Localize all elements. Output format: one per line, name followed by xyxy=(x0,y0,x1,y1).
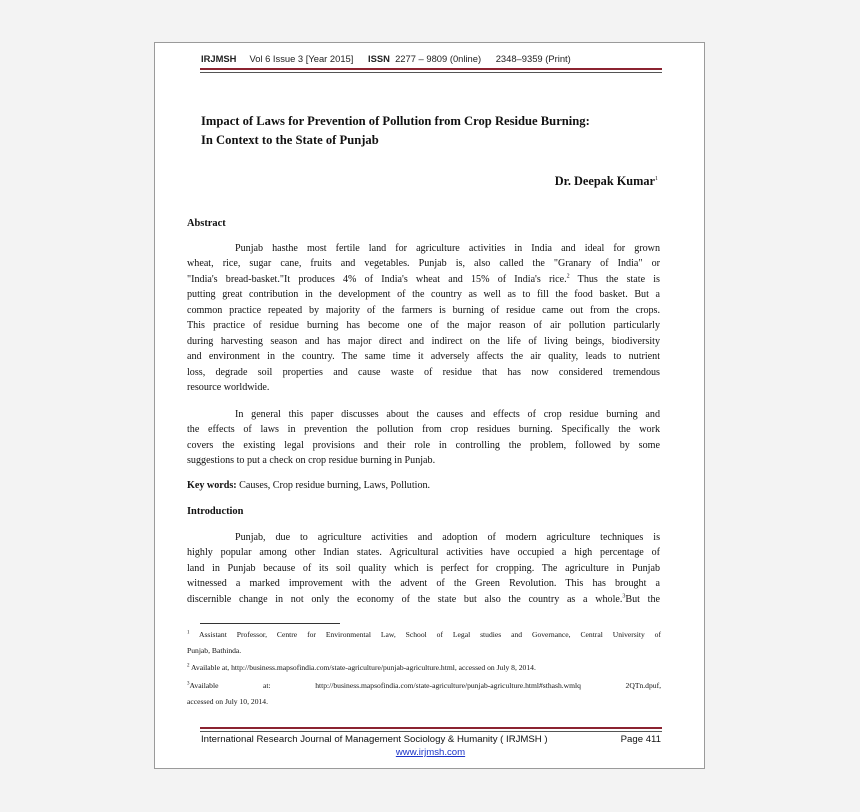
text-line xyxy=(187,592,660,607)
text-fragment: "India's bread-basket."It produces 4% of India's wheat and 15% of India's rice. xyxy=(187,273,567,285)
text-line: Punjab hasthe most fertile land for agriculture activities in India and ideal for grown xyxy=(235,243,660,254)
footnote-number: 1 xyxy=(187,630,190,636)
title-line-1: Impact of Laws for Prevention of Pollution from Crop Residue Burning: xyxy=(201,114,590,128)
text-line: In general this paper discusses about the causes and effects of crop residue burning and xyxy=(235,409,660,420)
text-line: Punjab, due to agriculture activities and adoption of modern agriculture techniques is xyxy=(235,532,660,543)
text-fragment: discernible change in not only the economy of the state but also the country as a whole. xyxy=(187,593,623,605)
keywords-text: Causes, Crop residue burning, Laws, Pollution. xyxy=(236,480,431,491)
footnote-text: Available at, http://business.mapsofindia.com/state-agriculture/punjab-agriculture.html, accessed on July 8, 2014. xyxy=(189,663,536,672)
abstract-heading: Abstract xyxy=(187,218,226,229)
title-line-2: In Context to the State of Punjab xyxy=(201,133,379,147)
keywords-label: Key words: xyxy=(187,480,237,491)
text-line: highly popular among other Indian states. Agricultural activities have occupied a high percentage of xyxy=(187,547,660,559)
text-line: during harvesting season and has major direct and indirect on the life of living beings, biodiversity xyxy=(187,335,660,347)
text-line xyxy=(187,272,660,287)
volume-info: Vol 6 Issue 3 [Year 2015] xyxy=(249,53,354,64)
footnote-text: accessed on July 10, 2014. xyxy=(187,697,268,706)
abstract-paragraph-2 xyxy=(187,407,660,469)
issn-print: 2348–9359 (Print) xyxy=(495,53,571,64)
author-name xyxy=(555,174,658,189)
running-header xyxy=(201,53,661,64)
text-line: putting great contribution in the development of the country as well as to fill the food basket. But a xyxy=(187,289,660,301)
abstract-paragraph-1 xyxy=(187,241,660,395)
document-page xyxy=(154,42,705,769)
page-number: Page 411 xyxy=(620,734,661,745)
footnote-text: Assistant Professor, Centre for Environmental Law, School of Legal studies and Governance, Central University of xyxy=(189,630,661,639)
text-line: wheat, rice, sugar cane, fruits and vegetables. Punjab is, also called the "Granary of India" or xyxy=(187,258,660,270)
article-title xyxy=(201,112,671,150)
text-line: suggestions to put a check on crop residue burning in Punjab. xyxy=(187,455,436,467)
journal-abbrev: IRJMSH xyxy=(201,53,237,64)
text-line: the effects of laws in prevention the pollution from crop residues burning. Specifically the work xyxy=(187,424,660,436)
footer-rule-thin xyxy=(200,731,662,732)
footnote-number: 3 xyxy=(187,681,190,687)
footnote-1 xyxy=(187,627,661,659)
text-line: witnessed a marked improvement with the advent of the Green Revolution. This has brought a xyxy=(187,578,660,590)
text-line: This practice of residue burning has become one of the major reason of air pollution particularly xyxy=(187,320,660,332)
text-line: land in Punjab because of its soil quality which is perfect for cropping. The agriculture in Punjab xyxy=(187,562,660,574)
author-footnote-marker: 1 xyxy=(655,175,658,182)
text-line: common practice repeated by majority of the farmers is burning of residue came out from the crops. xyxy=(187,304,660,316)
issn-label: ISSN xyxy=(367,53,390,64)
text-fragment: But the xyxy=(625,593,660,605)
keywords xyxy=(187,480,430,491)
author-text: Dr. Deepak Kumar xyxy=(554,174,655,188)
text-line: and environment in the country. The same time it adversely affects the air quality, leads to nutrient xyxy=(187,351,660,363)
journal-website-link[interactable]: www.irjmsh.com xyxy=(395,747,466,758)
footnote-3 xyxy=(187,678,661,710)
header-rule-thick xyxy=(200,68,662,70)
introduction-heading: Introduction xyxy=(187,506,244,517)
footnote-marker: 2 xyxy=(566,273,570,280)
footnote-2 xyxy=(187,660,661,676)
footnote-separator xyxy=(200,623,340,624)
footnote-marker: 3 xyxy=(622,593,626,600)
text-line: loss, degrade soil properties and cause waste of residue that has now considered tremendous xyxy=(187,366,660,378)
header-rule-thin xyxy=(200,72,662,73)
footnote-text: Punjab, Bathinda. xyxy=(187,646,242,655)
footnote-text: Available at: http://business.mapsofindia.com/state-agriculture/punjab-agriculture.html#sthash.wmlq 2QTn.dpuf, xyxy=(189,681,661,690)
text-line: resource worldwide. xyxy=(187,381,270,393)
issn-online: 2277 – 9809 (0nline) xyxy=(395,53,482,64)
footer-rule-thick xyxy=(200,727,662,729)
running-footer xyxy=(201,734,661,745)
introduction-paragraph xyxy=(187,530,660,607)
text-fragment: Thus the state is xyxy=(569,273,660,285)
text-line: covers the existing legal provisions and their role in controlling the problem, followed by some xyxy=(187,439,660,451)
footer-journal-name: International Research Journal of Management Sociology & Humanity ( IRJMSH ) xyxy=(201,734,548,745)
footnote-number: 2 xyxy=(187,663,190,669)
